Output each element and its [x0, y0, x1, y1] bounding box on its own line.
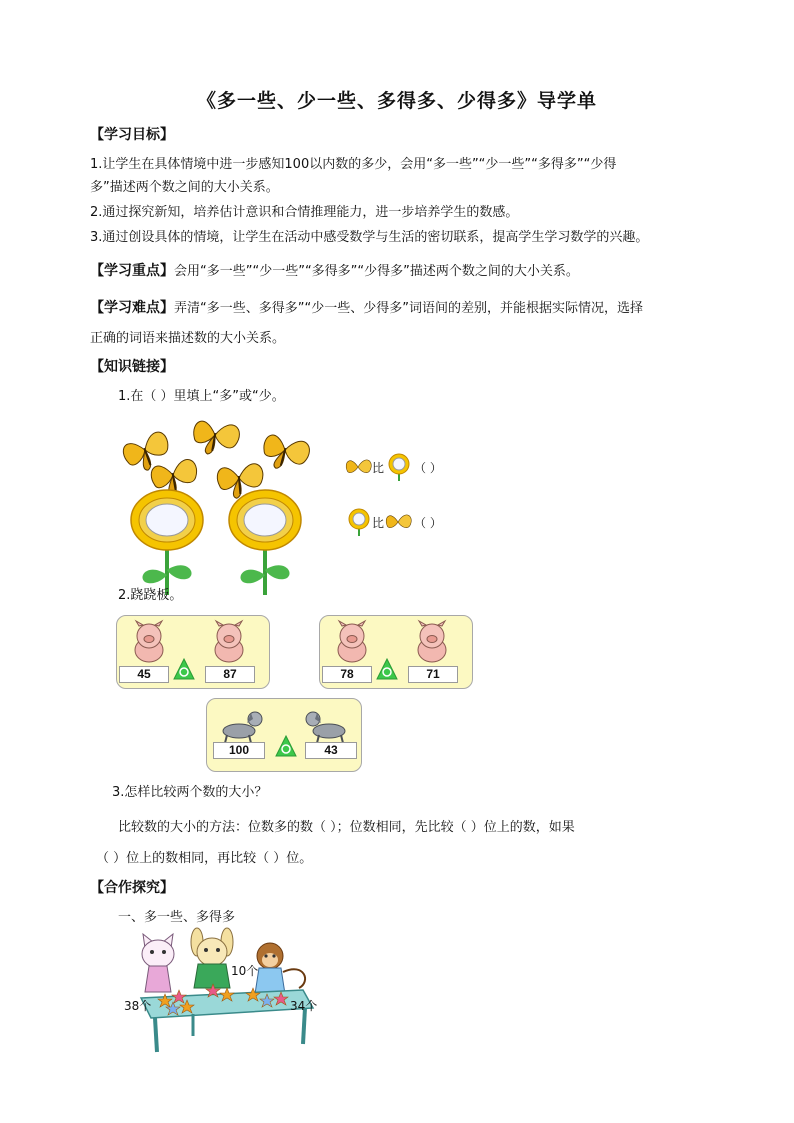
objective-item: 1.让学生在具体情境中进一步感知100以内数的多少，会用“多一些”“少一些”“多得多”“少得 — [90, 157, 617, 172]
animals-counting-illustration — [135, 932, 318, 1056]
dog-icon — [215, 705, 265, 745]
seesaw-right-value: 43 — [305, 742, 357, 759]
seesaw-left-value: 100 — [213, 742, 265, 759]
question-3-answer — [96, 812, 718, 874]
compare-row-2 — [346, 510, 466, 534]
sunflower-icon — [131, 490, 203, 595]
seesaw-card — [206, 698, 362, 772]
dog-icon — [191, 928, 233, 988]
cat-icon — [142, 934, 174, 992]
explore-heading: 【合作探究】 — [90, 880, 174, 896]
butterfly-icon — [346, 455, 370, 479]
objective-item: 多”描述两个数之间的大小关系。 — [90, 180, 279, 195]
seesaw-left-value: 45 — [119, 666, 169, 683]
objective-item: 3.通过创设具体的情境，让学生在活动中感受数学与生活的密切联系，提高学生学习数学的兴趣。 — [90, 230, 649, 245]
key-point — [90, 260, 579, 283]
seesaw-right-value: 71 — [408, 666, 458, 683]
compare-word: 比 — [372, 461, 385, 475]
butterflies-flowers-illustration — [115, 410, 315, 580]
objective-item: 2.通过探究新知，培养估计意识和合情推理能力，进一步培养学生的数感。 — [90, 205, 519, 220]
compare-word: 比 — [372, 516, 385, 530]
seesaw-card — [116, 615, 270, 689]
key-point-text: 会用“多一些”“少一些”“多得多”“少得多”描述两个数之间的大小关系。 — [174, 264, 579, 279]
objectives-list — [90, 153, 710, 249]
count-right: 34个 — [290, 999, 318, 1013]
triangle-blank-icon[interactable] — [275, 735, 297, 757]
pig-icon — [209, 620, 249, 664]
difficulty-line: 弄清“多一些、多得多”“少一些、少得多”词语间的差别，并能根据实际情况，选择 — [174, 301, 643, 316]
page-title: 《多一些、少一些、多得多、少得多》导学单 — [196, 90, 597, 112]
compare-row-1 — [346, 455, 466, 479]
explore-part-1: 一、多一些、多得多 — [118, 910, 236, 925]
seesaw-left-value: 78 — [322, 666, 372, 683]
monkey-icon — [255, 943, 305, 994]
pig-icon — [332, 620, 372, 664]
butterfly-icon — [259, 432, 312, 476]
difficulty — [90, 293, 710, 354]
seesaw-card — [319, 615, 473, 689]
question-2: 2.跷跷板。 — [118, 588, 183, 603]
answer-blank[interactable]: （ ） — [414, 516, 442, 530]
objectives-heading: 【学习目标】 — [90, 127, 174, 143]
method-line: 比较数的大小的方法：位数多的数（ ）；位数相同，先比较（ ）位上的数，如果 — [118, 820, 575, 835]
triangle-blank-icon[interactable] — [173, 658, 195, 680]
knowledge-heading: 【知识链接】 — [90, 359, 174, 375]
seesaw-right-value: 87 — [205, 666, 255, 683]
question-3: 3.怎样比较两个数的大小？ — [112, 785, 268, 800]
sunflower-icon — [229, 490, 301, 595]
answer-blank[interactable]: （ ） — [414, 461, 442, 475]
difficulty-line: 正确的词语来描述数的大小关系。 — [90, 331, 286, 346]
count-left: 38个 — [124, 999, 152, 1013]
triangle-blank-icon[interactable] — [376, 658, 398, 680]
butterfly-icon — [190, 419, 241, 459]
sunflower-icon — [386, 453, 412, 481]
question-1: 1.在（ ）里填上“多”或“少。 — [118, 389, 285, 404]
key-point-heading: 【学习重点】 — [90, 263, 174, 279]
pig-icon — [129, 620, 169, 664]
difficulty-heading: 【学习难点】 — [90, 300, 174, 316]
method-line: （ ）位上的数相同，再比较（ ）位。 — [96, 851, 313, 866]
sunflower-icon — [346, 508, 372, 536]
pig-icon — [412, 620, 452, 664]
dog-icon — [303, 705, 353, 745]
butterfly-icon — [386, 510, 410, 534]
count-middle: 10个 — [231, 964, 259, 978]
